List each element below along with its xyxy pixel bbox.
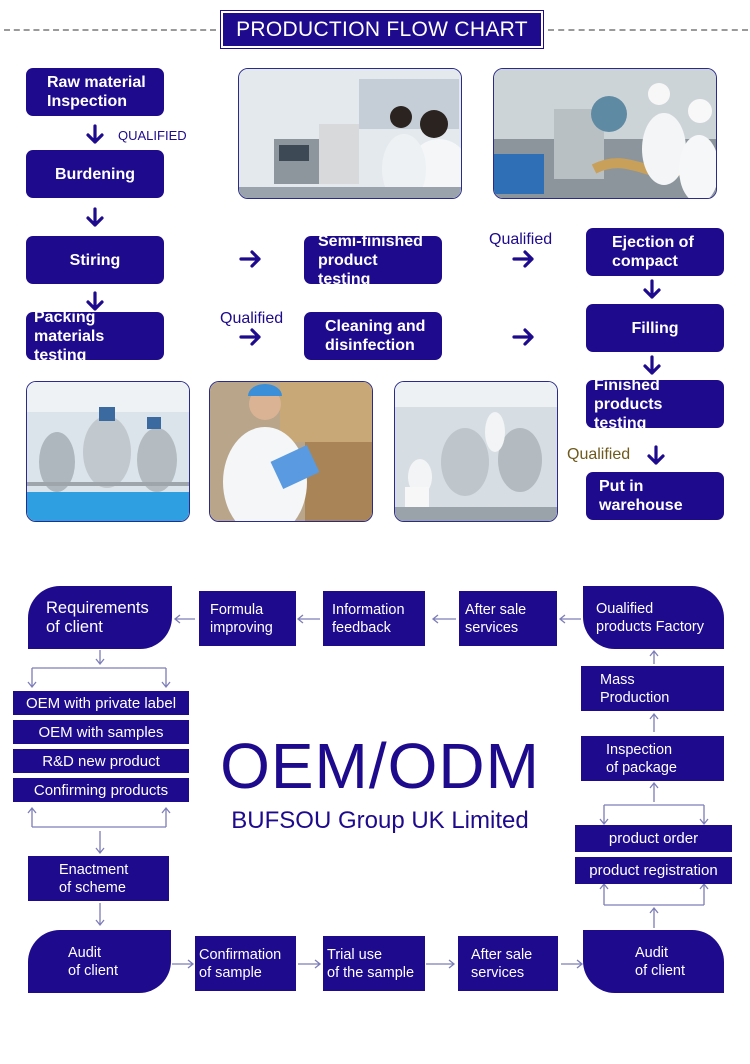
cleaning-disinfection-box: Cleaning and disinfection (304, 312, 442, 360)
company-name: BUFSOU Group UK Limited (231, 807, 529, 834)
qualified-products-factory-box: Oualified products Factory (583, 586, 724, 649)
option-rd-new-product: R&D new product (13, 749, 189, 773)
option-oem-private-label: OEM with private label (13, 691, 189, 715)
filling-box: Filling (586, 304, 724, 352)
formula-improving-box: Formula improving (199, 591, 296, 646)
qualified-label-3: Qualified (489, 231, 553, 248)
product-registration-box: product registration (575, 857, 732, 884)
audit-of-client-left-box: Audit of client (28, 930, 171, 993)
trial-use-of-sample-box: Trial use of the sample (323, 936, 425, 991)
enactment-of-scheme-box: Enactment of scheme (28, 856, 169, 901)
after-sale-services-bottom-box: After sale services (458, 936, 558, 991)
option-oem-with-samples: OEM with samples (13, 720, 189, 744)
after-sale-services-top-box: After sale services (459, 591, 557, 646)
page-title: PRODUCTION FLOW CHART (221, 11, 543, 48)
qualified-label-1: QUALIFIED (118, 128, 187, 143)
packing-materials-testing-box: Packing materials testing (26, 312, 164, 360)
stiring-box: Stiring (26, 236, 164, 284)
inspection-of-package-box: Inspection of package (581, 736, 724, 781)
oem-odm-title: OEM/ODM (220, 730, 540, 802)
requirements-of-client-box: Requirements of client (28, 586, 172, 649)
finished-products-testing-box: Finished products testing (586, 380, 724, 428)
information-feedback-box: Information feedback (323, 591, 425, 646)
qualified-label-4: Qualified (567, 446, 631, 463)
mass-production-box: Mass Production (581, 666, 724, 711)
raw-material-inspection-box: Raw material Inspection (26, 68, 164, 116)
qualified-label-2: Qualified (220, 310, 284, 327)
confirmation-of-sample-box: Confirmation of sample (195, 936, 296, 991)
audit-of-client-right-box: Audit of client (583, 930, 724, 993)
product-order-box: product order (575, 825, 732, 852)
put-in-warehouse-box: Put in warehouse (586, 472, 724, 520)
ejection-of-compact-box: Ejection of compact (586, 228, 724, 276)
burdening-box: Burdening (26, 150, 164, 198)
semi-finished-testing-box: Semi-finished product testing (304, 236, 442, 284)
option-confirming-products: Confirming products (13, 778, 189, 802)
